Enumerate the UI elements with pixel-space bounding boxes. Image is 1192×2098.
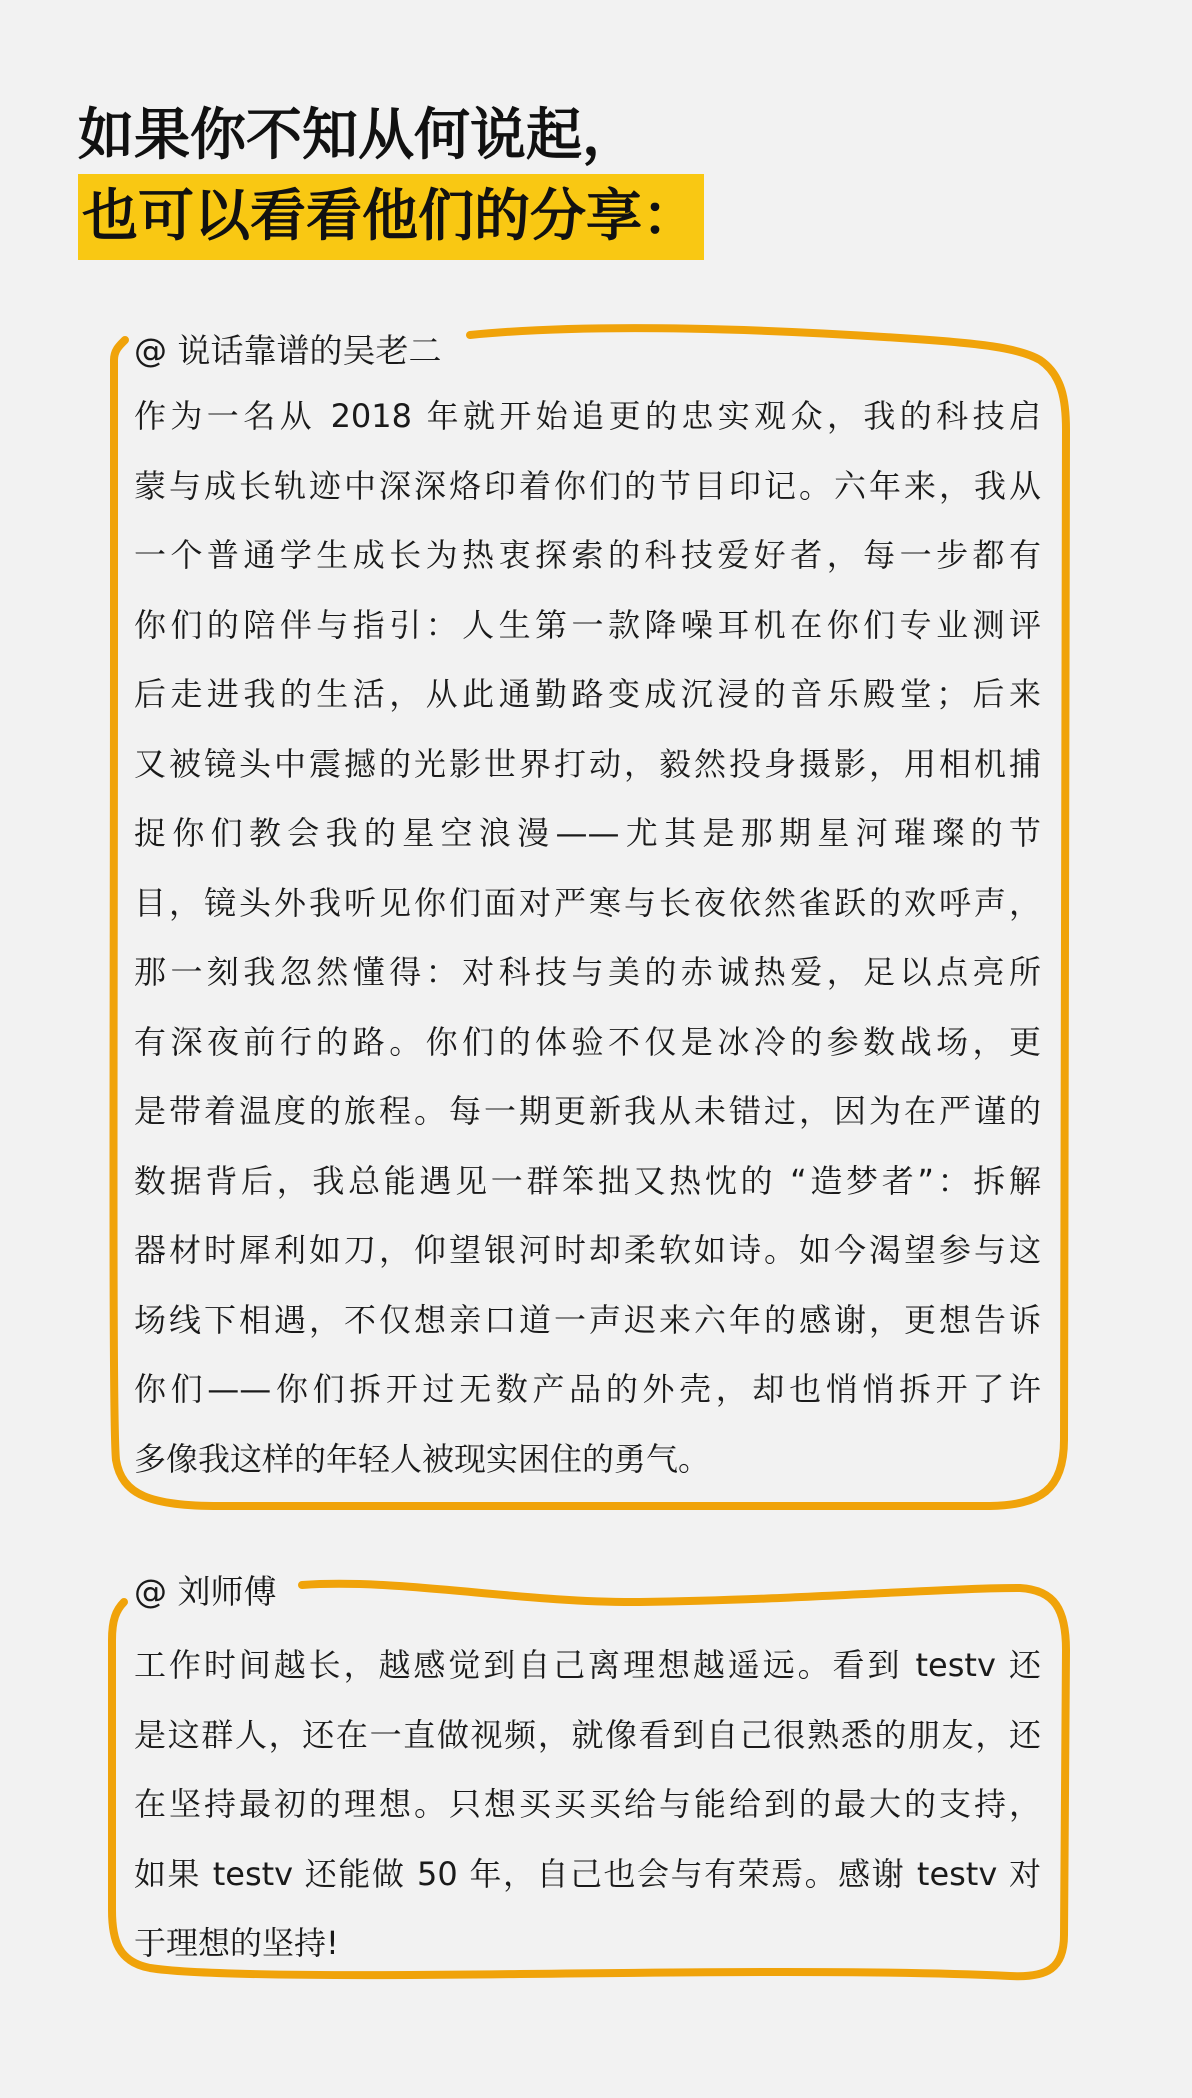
share-text-line: 有深夜前行的路。你们的体验不仅是冰冷的参数战场，更: [134, 1022, 1041, 1061]
share-text-line: 你们的陪伴与指引：人生第一款降噪耳机在你们专业测评: [134, 605, 1041, 644]
share-text-line: 那一刻我忽然懂得：对科技与美的赤诚热爱，足以点亮所: [134, 953, 1041, 991]
share-text-line: 蒙与成长轨迹中深深烙印着你们的节目印记。六年来，我从: [134, 466, 1041, 505]
share-text-line: 器材时犀利如刀，仰望银河时却柔软如诗。如今渴望参与这: [134, 1231, 1041, 1269]
share-text-line: 工作时间越长，越感觉到自己离理想越遥远。看到 testv 还: [134, 1646, 1041, 1684]
share-text-line: 于理想的坚持!: [134, 1924, 339, 1962]
share-text-line: 一个普通学生成长为热衷探索的科技爱好者，每一步都有: [134, 536, 1041, 574]
share-text-line: 在坚持最初的理想。只想买买买给与能给到的最大的支持，: [134, 1785, 1041, 1823]
share-text-line: 你们——你们拆开过无数产品的外壳，却也悄悄拆开了许: [134, 1370, 1041, 1408]
share-text-line: 后走进我的生活，从此通勤路变成沉浸的音乐殿堂；后来: [134, 675, 1041, 713]
share-text-line: 目，镜头外我听见你们面对严寒与长夜依然雀跃的欢呼声，: [134, 883, 1041, 922]
share-1-author: @ 说话靠谱的吴老二: [134, 331, 442, 370]
page-title-line-1: 如果你不知从何说起，: [78, 103, 638, 168]
page-title-line-2-highlighted: 也可以看看他们的分享：: [78, 174, 704, 260]
share-text-line: 是这群人，还在一直做视频，就像看到自己很熟悉的朋友，还: [134, 1715, 1041, 1754]
share-text-line: 数据背后，我总能遇见一群笨拙又热忱的 “造梦者”：拆解: [134, 1161, 1041, 1200]
share-text-line: 捉你们教会我的星空浪漫——尤其是那期星河璀璨的节: [134, 814, 1041, 852]
share-text-line: 是带着温度的旅程。每一期更新我从未错过，因为在严谨的: [134, 1092, 1041, 1130]
share-text-line: 场线下相遇，不仅想亲口道一声迟来六年的感谢，更想告诉: [134, 1300, 1041, 1339]
share-1-body: [134, 382, 1041, 1494]
share-2-body: [134, 1631, 1041, 1979]
share-text-line: 如果 testv 还能做 50 年，自己也会与有荣焉。感谢 testv 对: [134, 1854, 1041, 1893]
share-text-line: 多像我这样的年轻人被现实困住的勇气。: [134, 1439, 711, 1478]
share-2-author: @ 刘师傅: [134, 1572, 277, 1611]
share-text-line: 作为一名从 2018 年就开始追更的忠实观众，我的科技启: [134, 397, 1041, 435]
share-text-line: 又被镜头中震撼的光影世界打动，毅然投身摄影，用相机捕: [134, 744, 1041, 783]
